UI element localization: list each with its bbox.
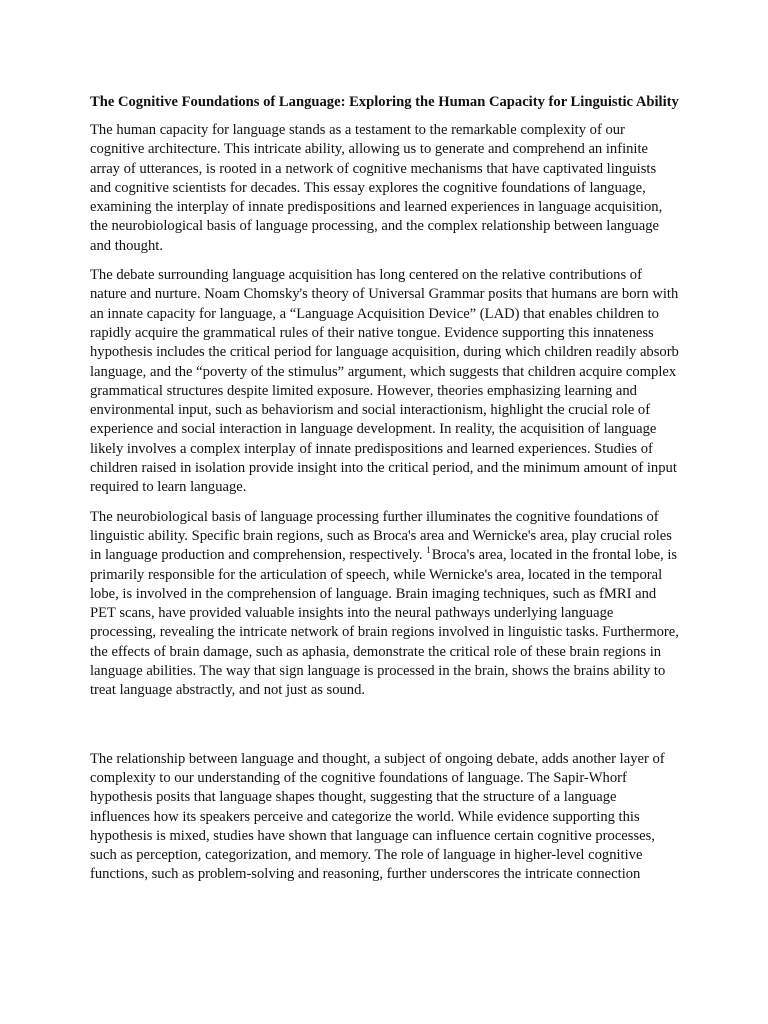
- document-title: The Cognitive Foundations of Language: Exploring the Human Capacity for Linguistic Ability: [90, 94, 679, 110]
- paragraph-introduction: The human capacity for language stands as a testament to the remarkable complexity of our cognitive architecture. This intricate ability, allowing us to generate and comprehend an infinite array of utterances, is rooted in a network of cognitive mechanisms that have captivated linguists and cognitive scientists for decades. This essay explores the cognitive foundations of language, examining the interplay of innate predispositions and learned experiences in language acquisition, the neurobiological basis of language processing, and the complex relationship between language and thought.: [90, 122, 663, 254]
- neuro-text-after-footnote: Broca's area, located in the frontal lobe, is primarily responsible for the articulation of speech, while Wernicke's area, located in the temporal lobe, is involved in the comprehension of language. Brain imaging techniques, such as fMRI and PET scans, have provided valuable insights into the neural pathways underlying language processing, revealing the intricate network of brain regions involved in linguistic tasks. Furthermore, the effects of brain damage, such as aphasia, demonstrate the critical role of these brain regions in language abilities. The way that sign language is processed in the brain, shows the brains ability to treat language abstractly, and not just as sound.: [90, 547, 679, 699]
- paragraph-neurobiology: [90, 508, 680, 701]
- paragraph-language-acquisition: The debate surrounding language acquisition has long centered on the relative contributions of nature and nurture. Noam Chomsky's theory of Universal Grammar posits that humans are born with an innate capacity for language, a “Language Acquisition Device” (LAD) that enables children to rapidly acquire the grammatical rules of their native tongue. Evidence supporting this innateness hypothesis includes the critical period for language acquisition, during which children readily absorb language, and the “poverty of the stimulus” argument, which suggests that children acquire complex grammatical structures despite limited exposure. However, theories emphasizing learning and environmental input, such as behaviorism and social interactionism, highlight the crucial role of experience and social interaction in language development. In reality, the acquisition of language likely involves a complex interplay of innate predispositions and learned experiences. Studies of children raised in isolation provide insight into the critical period, and the minimum amount of input required to learn language.: [90, 267, 679, 496]
- footnote-marker[interactable]: 1: [426, 545, 431, 556]
- neuro-text-before-footnote: The neurobiological basis of language processing further illuminates the cognitive foundations of linguistic ability. Specific brain regions, such as Broca's area and Wernicke's area, play crucial roles in language production and comprehension, respectively.: [90, 508, 672, 564]
- document-body: [90, 93, 680, 895]
- paragraph-language-thought: The relationship between language and thought, a subject of ongoing debate, adds another layer of complexity to our understanding of the cognitive foundations of language. The Sapir-Whorf hypothesis posits that language shapes thought, suggesting that the structure of a language influences how its speakers perceive and categorize the world. While evidence supporting this hypothesis is mixed, studies have shown that language can influence certain cognitive processes, such as perception, categorization, and memory. The role of language in higher-level cognitive functions, such as problem-solving and reasoning, further underscores the intricate connection: [90, 750, 665, 883]
- paragraph-gap: [90, 711, 680, 750]
